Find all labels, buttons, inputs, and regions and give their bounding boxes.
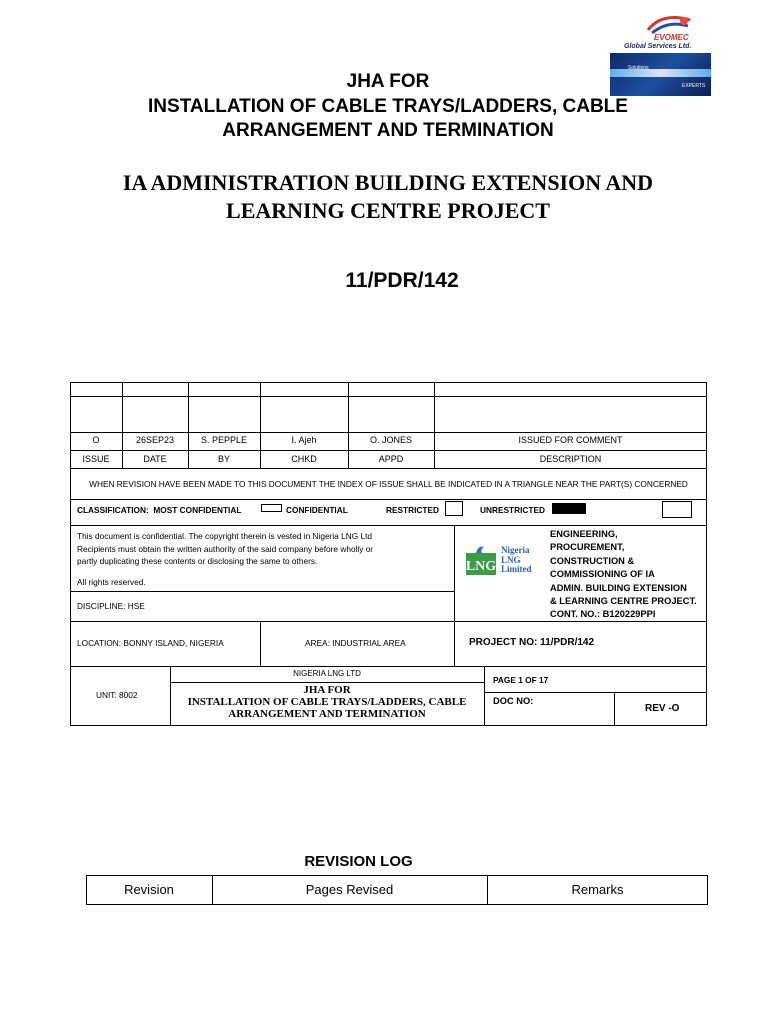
revision-log-title: REVISION LOG — [304, 853, 413, 870]
project-line-1: IA ADMINISTRATION BUILDING EXTENSION AND — [122, 170, 654, 195]
lng-logo-text — [501, 546, 532, 575]
confidential-line-1: This document is confidential. The copyright therein is vested in Nigeria LNG Ltd — [77, 531, 372, 541]
footer-title — [170, 684, 484, 721]
header-chkd: CHKD — [291, 454, 317, 464]
svg-text:LNG: LNG — [465, 559, 497, 574]
doc-no-label: DOC NO: — [493, 696, 534, 706]
epc-line-1: ENGINEERING, — [550, 529, 618, 539]
area-text: AREA: INDUSTRIAL AREA — [305, 638, 406, 648]
restricted-checkbox[interactable] — [445, 501, 463, 516]
partner-logo-left: Solutions — [628, 65, 649, 71]
epc-line-4: COMMISSIONING OF IA — [550, 569, 655, 580]
title-line-3: ARRANGEMENT AND TERMINATION — [222, 120, 554, 141]
rev-description-value: ISSUED FOR COMMENT — [518, 435, 623, 445]
evomec-logo — [614, 12, 714, 54]
unrestricted-checkbox-filled[interactable] — [552, 503, 586, 514]
footer-title-line-1: JHA FOR — [303, 684, 351, 696]
header-description: DESCRIPTION — [539, 454, 602, 464]
partner-logo-right: EXPERTS — [682, 83, 706, 89]
lng-logo-line-1: Nigeria — [501, 545, 530, 555]
header-date: DATE — [143, 454, 167, 464]
classification-most-confidential: MOST CONFIDENTIAL — [153, 505, 242, 515]
rev-date-value: 26SEP23 — [135, 435, 175, 445]
document-number: 11/PDR/142 — [345, 269, 459, 292]
location-text: LOCATION: BONNY ISLAND, NIGERIA — [77, 638, 224, 648]
revision-log-col-remarks: Remarks — [571, 882, 624, 897]
revision-indicator: REV -O — [645, 703, 680, 714]
footer-title-line-2: INSTALLATION OF CABLE TRAYS/LADDERS, CABLE — [187, 696, 467, 709]
classification-label — [77, 505, 241, 515]
evomec-subtitle: Global Services Ltd. — [624, 43, 692, 50]
epc-line-2: PROCUREMENT, — [550, 542, 625, 553]
epc-line-3: CONSTRUCTION & — [550, 555, 635, 566]
revision-log-col-revision: Revision — [124, 882, 174, 897]
revision-log-col-pages: Pages Revised — [305, 882, 394, 897]
epc-description — [550, 528, 697, 622]
header-appd: APPD — [378, 454, 404, 464]
classification-extra-box[interactable] — [662, 501, 692, 518]
header-issue: ISSUE — [82, 454, 110, 464]
project-title — [0, 169, 768, 224]
confidential-line-3: partly duplicating these contents or disclosing the same to others. — [77, 556, 318, 566]
epc-line-7: CONT. NO.: B120229PPI — [550, 609, 656, 620]
title-line-1: JHA FOR — [346, 71, 430, 92]
title-line-2: INSTALLATION OF CABLE TRAYS/LADDERS, CABLE — [148, 95, 628, 117]
company-name: NIGERIA LNG LTD — [293, 669, 361, 678]
confidentiality-text — [77, 530, 373, 568]
confidential-line-2: Recipients must obtain the written authority of the said company before wholly or — [77, 543, 374, 554]
rights-text: All rights reserved. — [77, 577, 146, 587]
confidential-checkbox[interactable] — [261, 504, 282, 512]
rev-chkd-value: I. Ajeh — [291, 435, 317, 445]
classification-restricted: RESTRICTED — [386, 505, 440, 515]
footer-title-line-3: ARRANGEMENT AND TERMINATION — [228, 708, 426, 721]
header-by: BY — [217, 454, 230, 464]
evomec-name: EVOMEC — [654, 33, 689, 42]
project-line-2: LEARNING CENTRE PROJECT — [226, 197, 550, 223]
revision-note: WHEN REVISION HAVE BEEN MADE TO THIS DOCUMENT THE INDEX OF ISSUE SHALL BE INDICATED IN A TRIANGLE NEAR THE PART(S) CONCERNED — [89, 479, 688, 489]
unit-text: UNIT: 8002 — [96, 690, 138, 700]
lng-logo-line-3: Limited — [501, 564, 532, 574]
classification-confidential: CONFIDENTIAL — [286, 505, 348, 515]
document-title — [0, 70, 768, 144]
discipline-text: DISCIPLINE: HSE — [77, 601, 145, 611]
nigeria-lng-logo — [464, 545, 544, 581]
rev-by-value: S. PEPPLE — [200, 435, 248, 445]
rev-appd-value: O. JONES — [369, 435, 412, 445]
rev-issue-value: O — [92, 435, 100, 445]
epc-line-6: & LEARNING CENTRE PROJECT. — [550, 596, 697, 607]
lng-emblem-icon — [464, 545, 498, 577]
page-indicator: PAGE 1 OF 17 — [493, 675, 549, 685]
project-number: PROJECT NO: 11/PDR/142 — [469, 637, 595, 648]
epc-line-5: ADMIN. BUILDING EXTENSION — [550, 582, 687, 593]
classification-heading: CLASSIFICATION: — [77, 505, 149, 515]
classification-unrestricted: UNRESTRICTED — [480, 505, 545, 515]
lng-logo-line-2: LNG — [501, 554, 521, 565]
